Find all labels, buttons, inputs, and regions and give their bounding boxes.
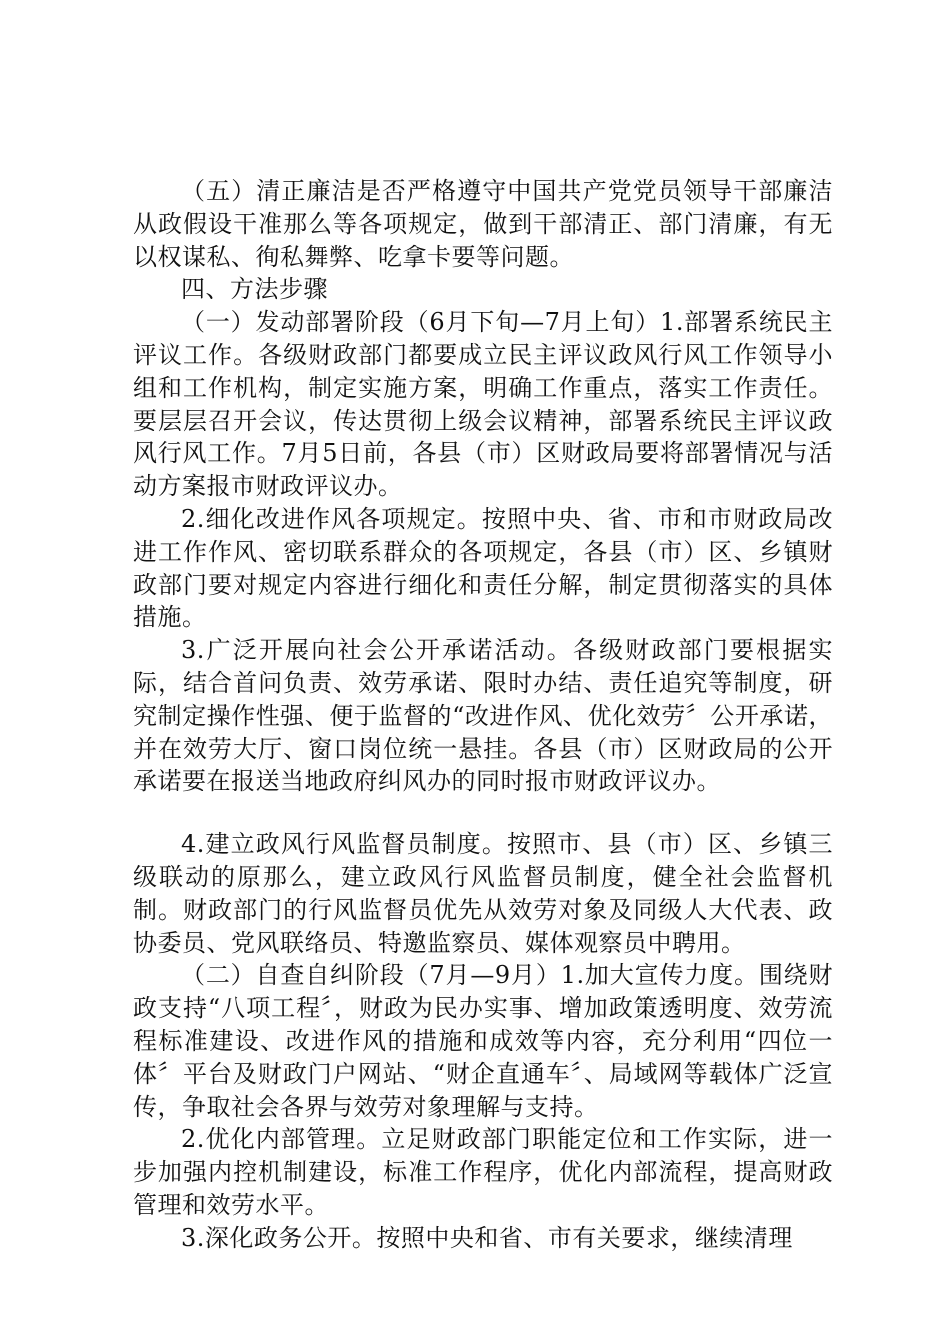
- paragraph-public-commitment: 3.广泛开展向社会公开承诺活动。各级财政部门要根据实际，结合首问负责、效劳承诺、限时办结、责任追究等制度，研究制定操作性强、便于监督的“改进作风、优化效劳〞公开承诺，并在效劳大厅、窗口岗位统一悬挂。各县（市）区财政局的公开承诺要在报送当地政府纠风办的同时报市财政评议办。: [133, 636, 833, 796]
- paragraph-refine-rules: 2.细化改进作风各项规定。按照中央、省、市和市财政局改进工作作风、密切联系群众的各项规定，各县（市）区、乡镇财政部门要对规定内容进行细化和责任分解，制定贯彻落实的具体措施。: [133, 504, 833, 632]
- document-body: [133, 175, 833, 1255]
- paragraph-internal-management: 2.优化内部管理。立足财政部门职能定位和工作实际，进一步加强内控机制建设，标准工作程序，优化内部流程，提高财政管理和效劳水平。: [133, 1125, 833, 1219]
- paragraph-mobilization-stage: （一）发动部署阶段（6月下旬—7月上旬）1.部署系统民主评议工作。各级财政部门都要成立民主评议政风行风工作领导小组和工作机构，制定实施方案，明确工作重点，落实工作责任。要层层召开会议，传达贯彻上级会议精神，部署系统民主评议政风行风工作。7月5日前，各县（市）区财政局要将部署情况与活动方案报市财政评议办。: [133, 308, 833, 501]
- paragraph-government-openness: 3.深化政务公开。按照中央和省、市有关要求，继续清理: [181, 1223, 793, 1252]
- section-heading-methods: 四、方法步骤: [181, 275, 328, 304]
- paragraph-self-inspection-stage: （二）自查自纠阶段（7月—9月）1.加大宣传力度。围绕财政支持“八项工程〞，财政为民办实事、增加政策透明度、效劳流程标准建设、改进作风的措施和成效等内容，充分利用“四位一体〞平台及财政门户网站、“财企直通车〞、局域网等载体广泛宣传，争取社会各界与效劳对象理解与支持。: [133, 961, 833, 1121]
- paragraph-supervisor-system: 4.建立政风行风监督员制度。按照市、县（市）区、乡镇三级联动的原那么，建立政风行风监督员制度，健全社会监督机制。财政部门的行风监督员优先从效劳对象及同级人大代表、政协委员、党风联络员、特邀监察员、媒体观察员中聘用。: [133, 830, 833, 957]
- paragraph-clean-governance: （五）清正廉洁是否严格遵守中国共产党党员领导干部廉洁从政假设干准那么等各项规定，做到干部清正、部门清廉，有无以权谋私、徇私舞弊、吃拿卡要等问题。: [133, 177, 833, 271]
